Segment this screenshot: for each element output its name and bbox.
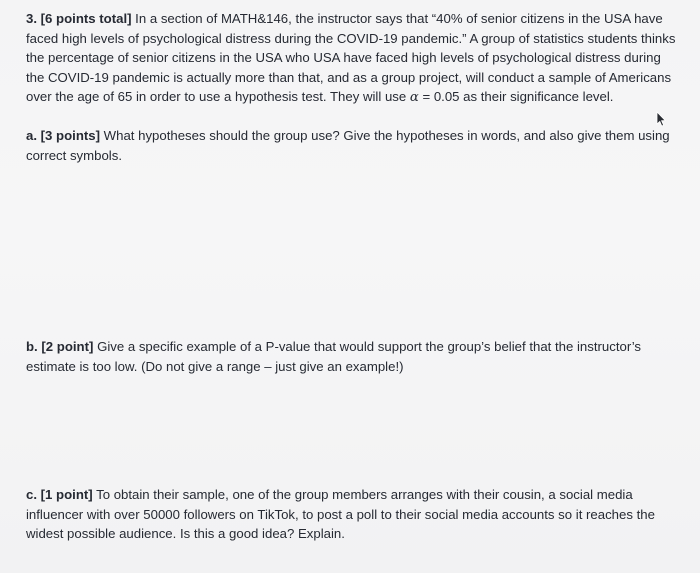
question-3	[26, 9, 676, 108]
question-3-text-5a: over the age of 65 in order to use a hypothesis test. They will use	[26, 89, 410, 105]
question-a-text-1: What hypotheses should the group use? Give the hypotheses in words, and also give them using	[103, 128, 670, 143]
question-3-line-4: the COVID-19 pandemic is actually more than that, and as a group project, will conduct a sample of Americans	[26, 69, 672, 85]
question-c	[26, 485, 676, 544]
question-3-line-5	[26, 87, 676, 108]
question-a-line-1	[26, 126, 676, 146]
question-b-label: b. [2 point]	[26, 339, 94, 354]
question-a-line-2: correct symbols.	[26, 147, 122, 163]
question-c-text-1: To obtain their sample, one of the group members arranges with their cousin, a social media	[96, 487, 633, 502]
question-3-label: 3. [6 points total]	[26, 11, 132, 26]
alpha-value: = 0.05	[418, 89, 460, 105]
question-c-line-2: influencer with over 50000 followers on TikTok, to post a poll to their social media accounts so it reaches the	[26, 506, 655, 522]
alpha-symbol: α	[409, 90, 419, 106]
question-3-text-5b: as their significance level.	[459, 89, 614, 105]
question-c-line-1	[26, 485, 676, 505]
question-b-text-1: Give a specific example of a P-value that would support the group’s belief that the instructor’s	[97, 339, 641, 354]
mouse-cursor-icon	[654, 111, 666, 127]
question-a-label: a. [3 points]	[26, 128, 100, 143]
question-3-line-1	[26, 9, 676, 29]
question-c-line-3: widest possible audience. Is this a good idea? Explain.	[26, 526, 345, 542]
question-b-line-2: estimate is too low. (Do not give a range – just give an example!)	[26, 358, 404, 374]
question-3-text-1: In a section of MATH&146, the instructor says that “40% of senior citizens in the USA have	[135, 11, 663, 26]
question-a	[26, 126, 676, 165]
question-b-line-1	[26, 337, 676, 357]
question-3-line-3: the percentage of senior citizens in the USA who USA have faced high levels of psychological distress during	[26, 50, 661, 66]
question-c-label: c. [1 point]	[26, 487, 93, 502]
question-b	[26, 337, 676, 376]
question-3-line-2: faced high levels of psychological distress during the COVID-19 pandemic.” A group of statistics students thinks	[26, 30, 676, 46]
